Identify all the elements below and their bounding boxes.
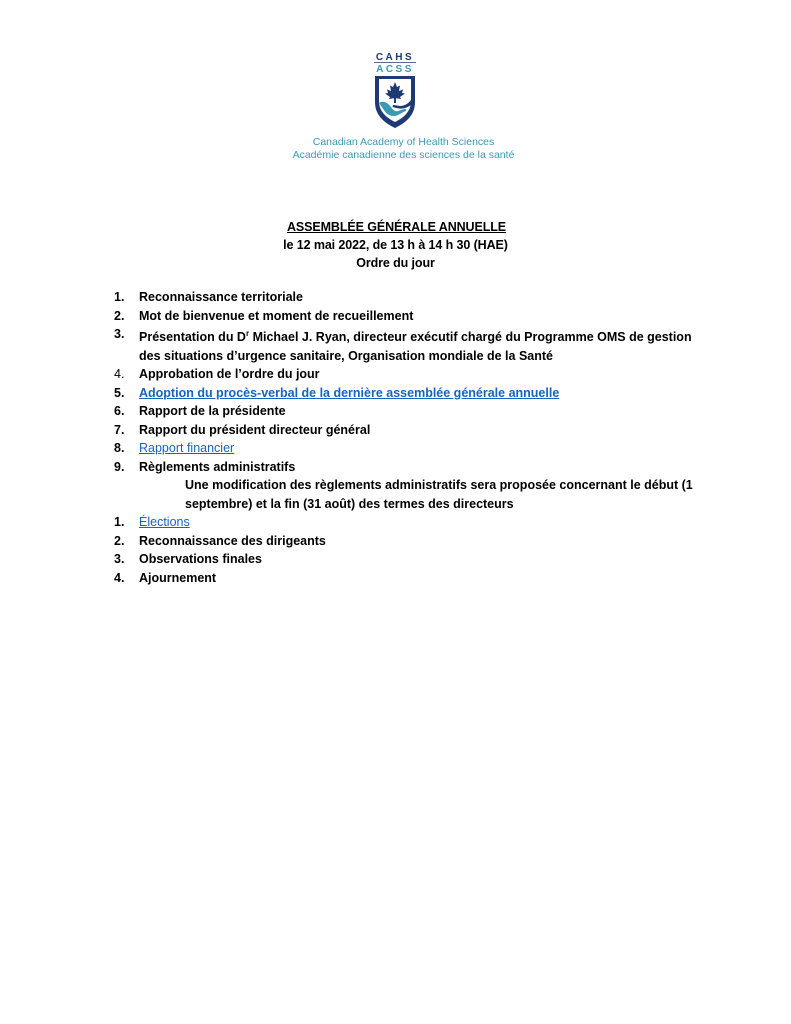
agenda-item-text: Observations finales: [139, 552, 262, 567]
agenda-item-number: 4.: [114, 570, 125, 585]
agenda-item-text-end: Michael J. Ryan, directeur exécutif chargé du Programme OMS de gestion des situations d’urgence sanitaire, Organisation mondiale de la Santé: [139, 330, 692, 363]
org-name-english: Canadian Academy of Health Sciences: [312, 136, 495, 148]
agenda-item-text: Mot de bienvenue et moment de recueillement: [139, 308, 414, 323]
meeting-date: le 12 mai 2022, de 13 h à 14 h 30 (HAE): [283, 238, 508, 252]
agenda-item: [114, 513, 714, 532]
agenda-item-text: [139, 439, 714, 458]
agenda-item-text: [139, 325, 714, 365]
document-title: ASSEMBLÉE GÉNÉRALE ANNUELLE: [286, 220, 507, 234]
org-name-french: Académie canadienne des sciences de la santé: [292, 149, 515, 161]
agenda-item-number: 9.: [114, 459, 125, 474]
agenda-item-superscript: r: [245, 329, 250, 338]
agenda-item-text: Rapport de la présidente: [139, 404, 286, 419]
agenda-item-text: Reconnaissance territoriale: [139, 290, 303, 304]
agenda-item: [114, 569, 714, 588]
agenda-item: [114, 402, 714, 421]
agenda-item-number: 6.: [114, 404, 125, 419]
agenda-item-text: Approbation de l’ordre du jour: [139, 367, 320, 382]
agenda-item: [114, 532, 714, 551]
agenda-item-number: 5.: [114, 385, 125, 400]
agenda-item-number: 3.: [114, 552, 125, 567]
agenda-item-text: [139, 513, 714, 532]
agenda-item-text: Ajournement: [139, 570, 217, 585]
document-subtitle: Ordre du jour: [356, 256, 435, 270]
agenda-item: [114, 384, 714, 403]
agenda-item: [114, 325, 714, 365]
agenda-item-text: Reconnaissance des dirigeants: [139, 533, 326, 548]
agenda-item: [114, 288, 714, 307]
cahs-acss-logo: [368, 50, 422, 130]
agenda-item: [114, 458, 714, 477]
agenda-item-number: 3.: [114, 327, 125, 341]
agenda-item-text: Règlements administratifs: [139, 459, 296, 474]
agenda-item-number: 1.: [114, 515, 125, 530]
agenda-item: [114, 439, 714, 458]
elections-link[interactable]: Élections: [139, 515, 190, 530]
agenda-item: [114, 365, 714, 384]
minutes-link[interactable]: Adoption du procès-verbal de la dernière assemblée générale annuelle: [139, 385, 560, 400]
agenda-item-text: Rapport du président directeur général: [139, 422, 371, 437]
financial-report-link[interactable]: Rapport financier: [139, 441, 235, 456]
agenda-item: [114, 307, 714, 326]
agenda-item-text-start: Présentation du D: [139, 330, 246, 345]
logo-letters-bottom: ACSS: [376, 64, 414, 75]
agenda-item-number: 4.: [114, 367, 125, 382]
agenda-item-number: 2.: [114, 308, 125, 323]
agenda-list: [114, 288, 714, 587]
organization-names: [0, 136, 791, 162]
logo-letters-top: CAHS: [375, 52, 415, 63]
agenda-item-number: 2.: [114, 533, 125, 548]
agenda-item-number: 8.: [114, 441, 125, 456]
agenda-item-text: [139, 384, 714, 403]
agenda-item: [114, 421, 714, 440]
agenda-item-number: 1.: [114, 290, 125, 304]
agenda-item-number: 7.: [114, 422, 125, 437]
document-header: [0, 218, 791, 272]
agenda-item: [114, 550, 714, 569]
agenda-item-note: Une modification des règlements administratifs sera proposée concernant le début (1 septembre) et la fin (31 août) des termes des directeurs: [185, 478, 693, 511]
